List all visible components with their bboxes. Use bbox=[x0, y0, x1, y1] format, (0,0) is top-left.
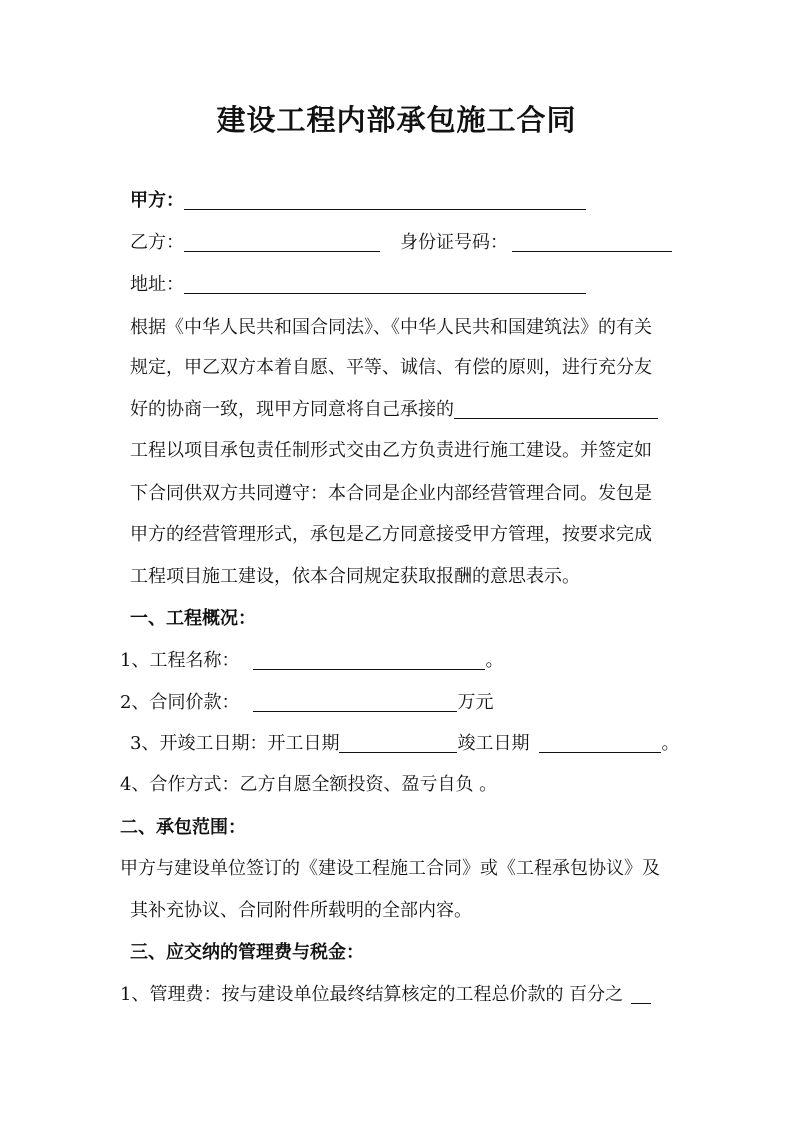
party-a-blank[interactable] bbox=[184, 189, 586, 210]
item-3-end: 。 bbox=[661, 733, 680, 754]
party-a-label: 甲方： bbox=[130, 190, 184, 211]
id-number-label: 身份证号码： bbox=[400, 232, 508, 253]
intro-line-1: 根据《中华人民共和国合同法》、《中华人民共和国建筑法》的有关 bbox=[130, 317, 652, 338]
section-1-item-3 bbox=[130, 731, 679, 757]
management-fee-text: 1、管理费：按与建设单位最终结算核定的工程总价款的 百分之 bbox=[120, 984, 624, 1005]
item-1-end: 。 bbox=[485, 650, 504, 671]
section-1-heading: 一、工程概况： bbox=[130, 608, 256, 629]
party-a-line bbox=[130, 188, 586, 214]
management-fee-percent-field[interactable] bbox=[631, 983, 651, 1004]
intro-line-6: 甲方的经营管理形式，承包是乙方同意接受甲方管理，按要求完成 bbox=[130, 524, 652, 545]
party-b-label: 乙方： bbox=[130, 232, 184, 253]
address-label: 地址： bbox=[130, 274, 184, 295]
contract-price-field[interactable] bbox=[253, 691, 457, 712]
section-1-item-1 bbox=[120, 648, 503, 674]
party-b-line bbox=[130, 230, 672, 256]
intro-line-5: 下合同供双方共同遵守：本合同是企业内部经营管理合同。发包是 bbox=[130, 483, 652, 504]
project-name-label: 1、工程名称： bbox=[120, 650, 240, 671]
section-2-line-2: 其补充协议、合同附件所载明的全部内容。 bbox=[130, 900, 472, 921]
intro-line-3-text: 好的协商一致，现甲方同意将自己承接的 bbox=[130, 399, 454, 420]
contract-price-unit: 万元 bbox=[457, 692, 494, 713]
section-1-item-2 bbox=[120, 690, 493, 716]
intro-line-3 bbox=[130, 397, 658, 423]
project-name-blank[interactable] bbox=[454, 398, 658, 419]
completion-date-field[interactable] bbox=[539, 732, 661, 753]
document-title: 建设工程内部承包施工合同 bbox=[216, 103, 577, 137]
completion-date-label: 竣工日期 bbox=[457, 733, 530, 754]
party-b-blank[interactable] bbox=[184, 231, 380, 252]
section-3-heading: 三、应交纳的管理费与税金： bbox=[130, 942, 364, 963]
address-line bbox=[130, 272, 586, 298]
intro-line-2: 规定，甲乙双方本着自愿、平等、诚信、有偿的原则，进行充分友 bbox=[130, 357, 652, 378]
intro-line-4: 工程以项目承包责任制形式交由乙方负责进行施工建设。并签定如 bbox=[130, 440, 652, 461]
start-date-label: 3、开竣工日期：开工日期 bbox=[130, 733, 340, 754]
section-2-heading: 二、承包范围： bbox=[120, 817, 246, 838]
section-2-line-1: 甲方与建设单位签订的《建设工程施工合同》或《工程承包协议》及 bbox=[120, 858, 660, 879]
project-name-field[interactable] bbox=[253, 649, 485, 670]
id-number-blank[interactable] bbox=[512, 231, 672, 252]
address-blank[interactable] bbox=[184, 273, 586, 294]
intro-line-7: 工程项目施工建设，依本合同规定获取报酬的意思表示。 bbox=[130, 566, 580, 587]
start-date-field[interactable] bbox=[339, 732, 457, 753]
section-1-item-4: 4、合作方式：乙方自愿全额投资、盈亏自负 。 bbox=[120, 774, 498, 795]
contract-price-label: 2、合同价款： bbox=[120, 692, 240, 713]
section-3-item-1 bbox=[120, 982, 651, 1008]
